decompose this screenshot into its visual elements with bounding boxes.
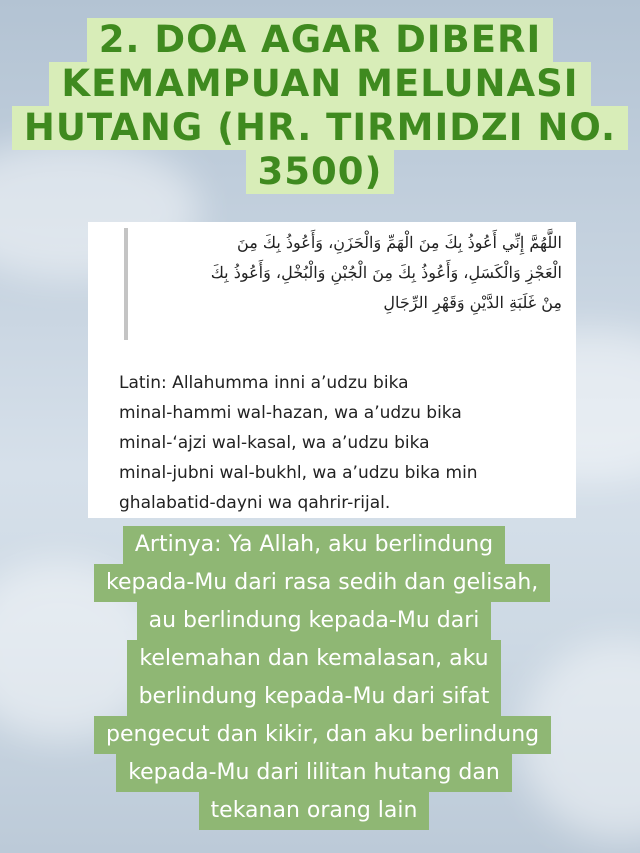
translation-line: kepada-Mu dari rasa sedih dan gelisah, xyxy=(94,564,550,602)
title-line: 3500) xyxy=(246,150,395,194)
latin-line: Latin: Allahumma inni a’udzu bika xyxy=(119,373,409,393)
title-line: HUTANG (HR. TIRMIDZI NO. xyxy=(12,106,628,150)
translation-line: kelemahan dan kemalasan, aku xyxy=(127,640,500,678)
arabic-line: اللَّهُمَّ إِنِّي أَعُوذُ بِكَ مِنَ الْهَمِّ وَالْحَزَنِ، وَأَعُوذُ بِكَ مِنَ xyxy=(237,233,562,252)
latin-line: ghalabatid-dayni wa qahrir-rijal. xyxy=(119,493,391,513)
translation-line: berlindung kepada-Mu dari sifat xyxy=(127,678,502,716)
arabic-line: مِنْ غَلَبَةِ الدَّيْنِ وَقَهْرِ الرِّجَالِ xyxy=(383,293,562,312)
title-line: 2. DOA AGAR DIBERI xyxy=(87,18,554,62)
translation-line: au berlindung kepada-Mu dari xyxy=(137,602,492,640)
translation-line: kepada-Mu dari lilitan hutang dan xyxy=(116,754,512,792)
latin-line: minal-hammi wal-hazan, wa a’udzu bika xyxy=(119,403,462,423)
latin-line: minal-‘ajzi wal-kasal, wa a’udzu bika xyxy=(119,433,430,453)
page-title xyxy=(0,18,640,194)
doa-card xyxy=(88,222,576,518)
translation-line: tekanan orang lain xyxy=(199,792,430,830)
latin-line: minal-jubni wal-bukhl, wa a’udzu bika min xyxy=(119,463,478,483)
arabic-quote xyxy=(124,228,568,340)
translation-line: Artinya: Ya Allah, aku berlindung xyxy=(123,526,505,564)
latin-transliteration xyxy=(119,368,569,518)
arabic-line: الْعَجْزِ وَالْكَسَلِ، وَأَعُوذُ بِكَ مِنَ الْجُبْنِ وَالْبُخْلِ، وَأَعُوذُ بِكَ xyxy=(210,263,562,282)
title-line: KEMAMPUAN MELUNASI xyxy=(49,62,590,106)
translation-block xyxy=(94,526,540,830)
translation-line: pengecut dan kikir, dan aku berlindung xyxy=(94,716,551,754)
